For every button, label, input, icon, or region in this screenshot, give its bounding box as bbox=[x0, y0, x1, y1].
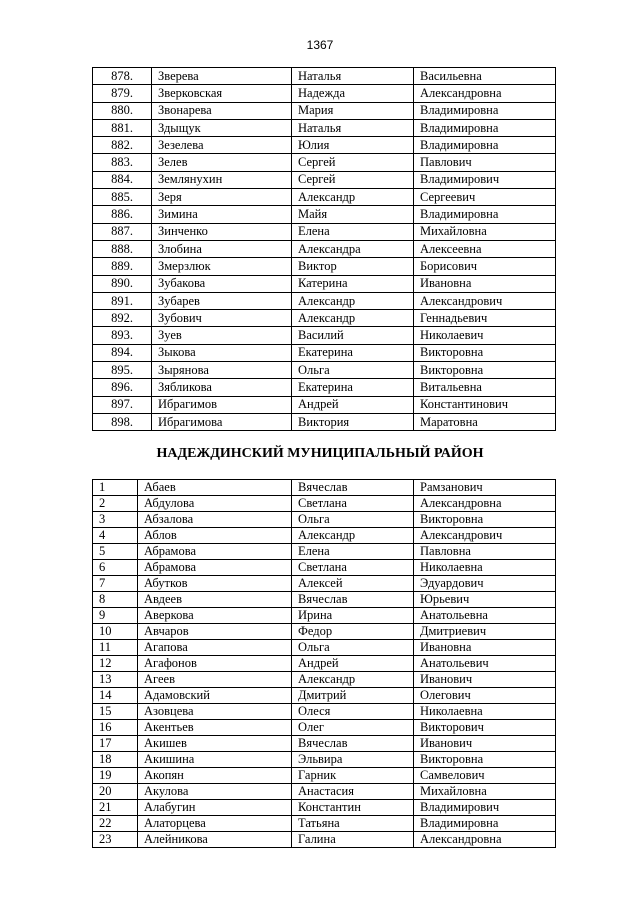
surname-cell: Акишина bbox=[138, 752, 292, 768]
surname-cell: Абаев bbox=[138, 480, 292, 496]
patronymic-cell: Александрович bbox=[414, 292, 556, 309]
table-row bbox=[93, 223, 556, 240]
surname-cell: Зубович bbox=[152, 310, 292, 327]
table-row bbox=[93, 624, 556, 640]
row-number: 882. bbox=[93, 137, 152, 154]
surname-cell: Агафонов bbox=[138, 656, 292, 672]
patronymic-cell: Маратовна bbox=[414, 413, 556, 430]
given-name-cell: Анастасия bbox=[292, 784, 414, 800]
patronymic-cell: Павлович bbox=[414, 154, 556, 171]
patronymic-cell: Самвелович bbox=[414, 768, 556, 784]
row-number: 888. bbox=[93, 240, 152, 257]
given-name-cell: Федор bbox=[292, 624, 414, 640]
table-row bbox=[93, 560, 556, 576]
patronymic-cell: Викторовна bbox=[414, 362, 556, 379]
row-number: 879. bbox=[93, 85, 152, 102]
given-name-cell: Наталья bbox=[292, 119, 414, 136]
row-number: 10 bbox=[93, 624, 138, 640]
table-row bbox=[93, 576, 556, 592]
row-number: 8 bbox=[93, 592, 138, 608]
row-number: 897. bbox=[93, 396, 152, 413]
table-row bbox=[93, 362, 556, 379]
patronymic-cell: Михайловна bbox=[414, 223, 556, 240]
given-name-cell: Сергей bbox=[292, 154, 414, 171]
surname-cell: Зуев bbox=[152, 327, 292, 344]
given-name-cell: Светлана bbox=[292, 560, 414, 576]
surname-cell: Зеря bbox=[152, 189, 292, 206]
table-row bbox=[93, 496, 556, 512]
row-number: 14 bbox=[93, 688, 138, 704]
surname-cell: Зверковская bbox=[152, 85, 292, 102]
surname-cell: Зырянова bbox=[152, 362, 292, 379]
given-name-cell: Андрей bbox=[292, 656, 414, 672]
surname-cell: Зезелева bbox=[152, 137, 292, 154]
given-name-cell: Екатерина bbox=[292, 379, 414, 396]
surname-cell: Алабугин bbox=[138, 800, 292, 816]
given-name-cell: Мария bbox=[292, 102, 414, 119]
table-row bbox=[93, 720, 556, 736]
given-name-cell: Екатерина bbox=[292, 344, 414, 361]
given-name-cell: Майя bbox=[292, 206, 414, 223]
patronymic-cell: Александровна bbox=[414, 832, 556, 848]
given-name-cell: Наталья bbox=[292, 68, 414, 85]
row-number: 18 bbox=[93, 752, 138, 768]
surname-cell: Зверева bbox=[152, 68, 292, 85]
given-name-cell: Ольга bbox=[292, 640, 414, 656]
surname-cell: Абзалова bbox=[138, 512, 292, 528]
given-name-cell: Олег bbox=[292, 720, 414, 736]
row-number: 880. bbox=[93, 102, 152, 119]
table-row bbox=[93, 379, 556, 396]
patronymic-cell: Геннадьевич bbox=[414, 310, 556, 327]
row-number: 12 bbox=[93, 656, 138, 672]
table-row bbox=[93, 137, 556, 154]
table-row bbox=[93, 275, 556, 292]
given-name-cell: Александр bbox=[292, 528, 414, 544]
surname-cell: Зябликова bbox=[152, 379, 292, 396]
table-row bbox=[93, 189, 556, 206]
row-number: 891. bbox=[93, 292, 152, 309]
given-name-cell: Ирина bbox=[292, 608, 414, 624]
row-number: 17 bbox=[93, 736, 138, 752]
table-row bbox=[93, 344, 556, 361]
row-number: 894. bbox=[93, 344, 152, 361]
given-name-cell: Виктор bbox=[292, 258, 414, 275]
patronymic-cell: Эдуардович bbox=[414, 576, 556, 592]
row-number: 889. bbox=[93, 258, 152, 275]
surname-cell: Ибрагимов bbox=[152, 396, 292, 413]
table-row bbox=[93, 102, 556, 119]
row-number: 2 bbox=[93, 496, 138, 512]
surname-cell: Агапова bbox=[138, 640, 292, 656]
people-table-top bbox=[92, 67, 556, 431]
patronymic-cell: Николаевич bbox=[414, 327, 556, 344]
given-name-cell: Юлия bbox=[292, 137, 414, 154]
patronymic-cell: Владимировна bbox=[414, 119, 556, 136]
patronymic-cell: Владимирович bbox=[414, 171, 556, 188]
surname-cell: Абдулова bbox=[138, 496, 292, 512]
surname-cell: Абрамова bbox=[138, 560, 292, 576]
table-row bbox=[93, 258, 556, 275]
table-row bbox=[93, 752, 556, 768]
given-name-cell: Андрей bbox=[292, 396, 414, 413]
patronymic-cell: Анатольевна bbox=[414, 608, 556, 624]
row-number: 898. bbox=[93, 413, 152, 430]
row-number: 11 bbox=[93, 640, 138, 656]
table-row bbox=[93, 396, 556, 413]
patronymic-cell: Владимировна bbox=[414, 137, 556, 154]
row-number: 881. bbox=[93, 119, 152, 136]
page-number: 1367 bbox=[306, 38, 334, 52]
table-row bbox=[93, 85, 556, 102]
given-name-cell: Константин bbox=[292, 800, 414, 816]
table-row bbox=[93, 206, 556, 223]
patronymic-cell: Викторовна bbox=[414, 344, 556, 361]
surname-cell: Авдеев bbox=[138, 592, 292, 608]
patronymic-cell: Анатольевич bbox=[414, 656, 556, 672]
given-name-cell: Катерина bbox=[292, 275, 414, 292]
given-name-cell: Александр bbox=[292, 292, 414, 309]
patronymic-cell: Ивановна bbox=[414, 640, 556, 656]
given-name-cell: Эльвира bbox=[292, 752, 414, 768]
table-row bbox=[93, 68, 556, 85]
table-row bbox=[93, 800, 556, 816]
surname-cell: Зубакова bbox=[152, 275, 292, 292]
table-row bbox=[93, 592, 556, 608]
given-name-cell: Вячеслав bbox=[292, 480, 414, 496]
table-row bbox=[93, 154, 556, 171]
row-number: 5 bbox=[93, 544, 138, 560]
given-name-cell: Вячеслав bbox=[292, 592, 414, 608]
patronymic-cell: Владимировна bbox=[414, 816, 556, 832]
patronymic-cell: Олегович bbox=[414, 688, 556, 704]
table-row bbox=[93, 816, 556, 832]
surname-cell: Абрамова bbox=[138, 544, 292, 560]
patronymic-cell: Алексеевна bbox=[414, 240, 556, 257]
row-number: 19 bbox=[93, 768, 138, 784]
patronymic-cell: Николаевна bbox=[414, 560, 556, 576]
surname-cell: Абутков bbox=[138, 576, 292, 592]
given-name-cell: Александр bbox=[292, 672, 414, 688]
given-name-cell: Татьяна bbox=[292, 816, 414, 832]
given-name-cell: Ольга bbox=[292, 512, 414, 528]
people-table-district bbox=[92, 479, 556, 848]
patronymic-cell: Дмитриевич bbox=[414, 624, 556, 640]
row-number: 22 bbox=[93, 816, 138, 832]
patronymic-cell: Рамзанович bbox=[414, 480, 556, 496]
table-row bbox=[93, 480, 556, 496]
given-name-cell: Галина bbox=[292, 832, 414, 848]
surname-cell: Звонарева bbox=[152, 102, 292, 119]
patronymic-cell: Викторовна bbox=[414, 752, 556, 768]
table-row bbox=[93, 119, 556, 136]
row-number: 20 bbox=[93, 784, 138, 800]
surname-cell: Аверкова bbox=[138, 608, 292, 624]
given-name-cell: Василий bbox=[292, 327, 414, 344]
surname-cell: Авчаров bbox=[138, 624, 292, 640]
table-row bbox=[93, 736, 556, 752]
row-number: 3 bbox=[93, 512, 138, 528]
surname-cell: Зыкова bbox=[152, 344, 292, 361]
row-number: 15 bbox=[93, 704, 138, 720]
given-name-cell: Светлана bbox=[292, 496, 414, 512]
row-number: 7 bbox=[93, 576, 138, 592]
given-name-cell: Елена bbox=[292, 544, 414, 560]
row-number: 895. bbox=[93, 362, 152, 379]
given-name-cell: Александр bbox=[292, 310, 414, 327]
table-row bbox=[93, 413, 556, 430]
row-number: 9 bbox=[93, 608, 138, 624]
patronymic-cell: Владимировна bbox=[414, 206, 556, 223]
surname-cell: Азовцева bbox=[138, 704, 292, 720]
surname-cell: Зелев bbox=[152, 154, 292, 171]
surname-cell: Здыщук bbox=[152, 119, 292, 136]
patronymic-cell: Витальевна bbox=[414, 379, 556, 396]
given-name-cell: Алексей bbox=[292, 576, 414, 592]
row-number: 890. bbox=[93, 275, 152, 292]
table-row bbox=[93, 310, 556, 327]
table-row bbox=[93, 512, 556, 528]
patronymic-cell: Александрович bbox=[414, 528, 556, 544]
given-name-cell: Сергей bbox=[292, 171, 414, 188]
row-number: 6 bbox=[93, 560, 138, 576]
given-name-cell: Александра bbox=[292, 240, 414, 257]
given-name-cell: Вячеслав bbox=[292, 736, 414, 752]
surname-cell: Злобина bbox=[152, 240, 292, 257]
patronymic-cell: Викторовна bbox=[414, 512, 556, 528]
row-number: 4 bbox=[93, 528, 138, 544]
table-row bbox=[93, 608, 556, 624]
given-name-cell: Дмитрий bbox=[292, 688, 414, 704]
surname-cell: Акишев bbox=[138, 736, 292, 752]
row-number: 16 bbox=[93, 720, 138, 736]
patronymic-cell: Иванович bbox=[414, 672, 556, 688]
surname-cell: Алейникова bbox=[138, 832, 292, 848]
surname-cell: Змерзлюк bbox=[152, 258, 292, 275]
surname-cell: Алаторцева bbox=[138, 816, 292, 832]
patronymic-cell: Сергеевич bbox=[414, 189, 556, 206]
surname-cell: Зинченко bbox=[152, 223, 292, 240]
table-row bbox=[93, 768, 556, 784]
patronymic-cell: Викторович bbox=[414, 720, 556, 736]
patronymic-cell: Юрьевич bbox=[414, 592, 556, 608]
given-name-cell: Гарник bbox=[292, 768, 414, 784]
row-number: 1 bbox=[93, 480, 138, 496]
patronymic-cell: Михайловна bbox=[414, 784, 556, 800]
table-row bbox=[93, 327, 556, 344]
surname-cell: Зубарев bbox=[152, 292, 292, 309]
row-number: 13 bbox=[93, 672, 138, 688]
patronymic-cell: Александровна bbox=[414, 85, 556, 102]
table-row bbox=[93, 171, 556, 188]
patronymic-cell: Борисович bbox=[414, 258, 556, 275]
patronymic-cell: Владимировна bbox=[414, 102, 556, 119]
surname-cell: Акулова bbox=[138, 784, 292, 800]
row-number: 884. bbox=[93, 171, 152, 188]
patronymic-cell: Иванович bbox=[414, 736, 556, 752]
surname-cell: Акентьев bbox=[138, 720, 292, 736]
row-number: 886. bbox=[93, 206, 152, 223]
row-number: 896. bbox=[93, 379, 152, 396]
patronymic-cell: Владимирович bbox=[414, 800, 556, 816]
table-row bbox=[93, 240, 556, 257]
given-name-cell: Олеся bbox=[292, 704, 414, 720]
given-name-cell: Виктория bbox=[292, 413, 414, 430]
row-number: 893. bbox=[93, 327, 152, 344]
surname-cell: Аблов bbox=[138, 528, 292, 544]
table-row bbox=[93, 784, 556, 800]
table-row bbox=[93, 832, 556, 848]
row-number: 892. bbox=[93, 310, 152, 327]
table-row bbox=[93, 544, 556, 560]
surname-cell: Агеев bbox=[138, 672, 292, 688]
patronymic-cell: Васильевна bbox=[414, 68, 556, 85]
row-number: 885. bbox=[93, 189, 152, 206]
surname-cell: Адамовский bbox=[138, 688, 292, 704]
patronymic-cell: Павловна bbox=[414, 544, 556, 560]
row-number: 883. bbox=[93, 154, 152, 171]
table-row bbox=[93, 640, 556, 656]
table-row bbox=[93, 672, 556, 688]
given-name-cell: Ольга bbox=[292, 362, 414, 379]
surname-cell: Акопян bbox=[138, 768, 292, 784]
table-row bbox=[93, 656, 556, 672]
row-number: 878. bbox=[93, 68, 152, 85]
patronymic-cell: Александровна bbox=[414, 496, 556, 512]
table-row bbox=[93, 688, 556, 704]
table-row bbox=[93, 528, 556, 544]
patronymic-cell: Николаевна bbox=[414, 704, 556, 720]
given-name-cell: Елена bbox=[292, 223, 414, 240]
row-number: 887. bbox=[93, 223, 152, 240]
given-name-cell: Александр bbox=[292, 189, 414, 206]
table-row bbox=[93, 704, 556, 720]
given-name-cell: Надежда bbox=[292, 85, 414, 102]
table-row bbox=[93, 292, 556, 309]
surname-cell: Ибрагимова bbox=[152, 413, 292, 430]
patronymic-cell: Константинович bbox=[414, 396, 556, 413]
row-number: 21 bbox=[93, 800, 138, 816]
row-number: 23 bbox=[93, 832, 138, 848]
surname-cell: Землянухин bbox=[152, 171, 292, 188]
patronymic-cell: Ивановна bbox=[414, 275, 556, 292]
surname-cell: Зимина bbox=[152, 206, 292, 223]
section-title: НАДЕЖДИНСКИЙ МУНИЦИПАЛЬНЫЙ РАЙОН bbox=[156, 446, 484, 461]
